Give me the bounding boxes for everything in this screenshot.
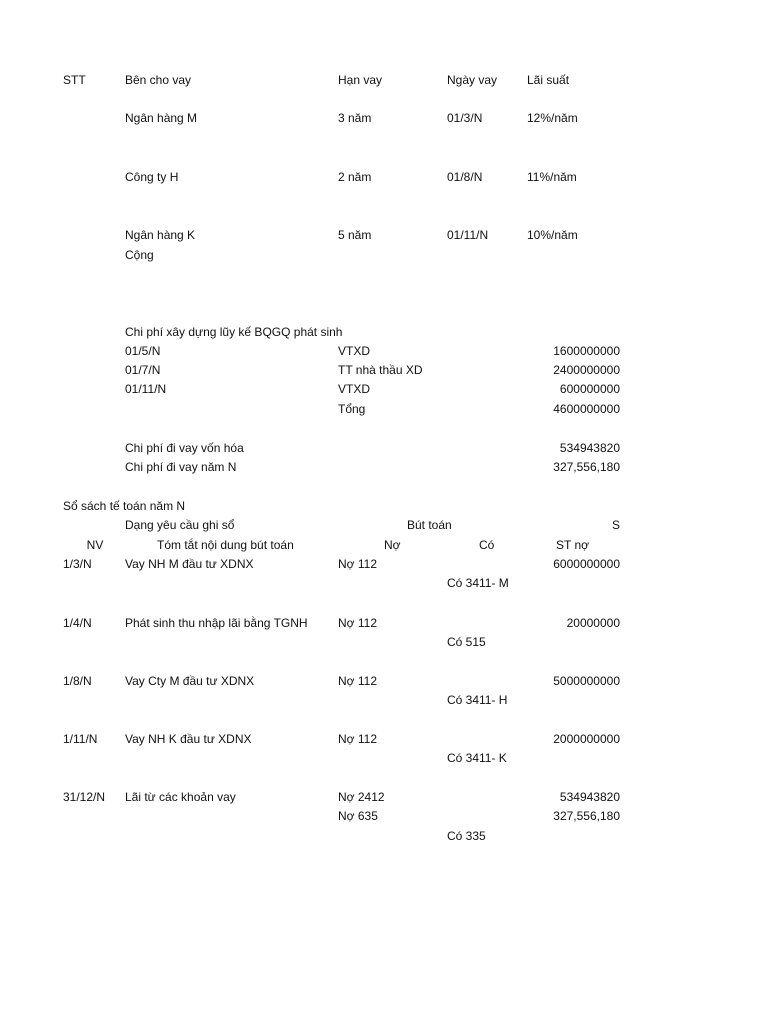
entry-credit: Có 515 xyxy=(447,635,486,649)
loan-date: 01/3/N xyxy=(447,111,483,125)
entry-amount: 5000000000 xyxy=(553,674,620,688)
construction-desc: TT nhà thầu XD xyxy=(338,363,423,377)
entry-credit: Có 3411- K xyxy=(447,751,507,765)
entry-credit: Có 3411- H xyxy=(447,693,508,707)
loan-rate: 10%/năm xyxy=(527,228,578,242)
ledger-header-summary: Tóm tắt nội dung bút toán xyxy=(157,538,294,552)
entry-debit: Nợ 112 xyxy=(338,674,377,688)
entry-date: 1/8/N xyxy=(63,674,92,688)
construction-title: Chi phí xây dựng lũy kế BQGQ phát sinh xyxy=(125,325,343,339)
entry-debit: Nợ 112 xyxy=(338,557,377,571)
entry-debit: Nợ 2412 xyxy=(338,790,385,804)
entry-date: 1/11/N xyxy=(63,732,98,746)
entry-credit: Có 335 xyxy=(447,829,486,843)
header-term: Hạn vay xyxy=(338,73,383,87)
entry-desc: Lãi từ các khoản vay xyxy=(125,790,236,804)
construction-date: 01/5/N xyxy=(125,344,161,358)
entry-amount: 20000000 xyxy=(566,616,620,630)
construction-desc: VTXD xyxy=(338,344,371,358)
entry-amount: 6000000000 xyxy=(553,557,620,571)
entry-credit: Có 3411- M xyxy=(447,576,509,590)
loan-rate: 11%/năm xyxy=(527,170,577,184)
loan-term: 2 năm xyxy=(338,170,372,184)
ledger-header-amount: ST nợ xyxy=(556,538,589,552)
construction-total-amount: 4600000000 xyxy=(553,402,620,416)
header-date: Ngày vay xyxy=(447,73,498,87)
entry-date: 1/3/N xyxy=(63,557,92,571)
entry-desc: Phát sinh thu nhập lãi bằng TGNH xyxy=(125,616,308,630)
loan-term: 5 năm xyxy=(338,228,372,242)
ledger-header-nv: NV xyxy=(86,538,104,552)
construction-amount: 2400000000 xyxy=(553,363,620,377)
entry-debit: Nợ 112 xyxy=(338,732,377,746)
loan-term: 3 năm xyxy=(338,111,372,125)
header-rate: Lãi suất xyxy=(527,73,570,87)
year-cost-label: Chi phí đi vay năm N xyxy=(125,460,237,474)
loan-lender: Ngân hàng M xyxy=(125,111,198,125)
entry-amount: 327,556,180 xyxy=(553,809,620,823)
construction-amount: 600000000 xyxy=(559,382,620,396)
construction-amount: 1600000000 xyxy=(553,344,620,358)
entry-date: 31/12/N xyxy=(63,790,106,804)
entry-debit: Nợ 635 xyxy=(338,809,378,823)
entry-desc: Vay Cty M đầu tư XDNX xyxy=(125,674,255,688)
entry-debit: Nợ 112 xyxy=(338,616,377,630)
loan-lender: Ngân hàng K xyxy=(125,228,196,242)
entry-amount: 534943820 xyxy=(559,790,620,804)
header-lender: Bên cho vay xyxy=(125,73,192,87)
capitalized-cost-amount: 534943820 xyxy=(559,441,620,455)
entry-amount: 2000000000 xyxy=(553,732,620,746)
construction-desc: VTXD xyxy=(338,382,371,396)
entry-date: 1/4/N xyxy=(63,616,92,630)
construction-total-label: Tổng xyxy=(338,402,366,416)
ledger-header-credit: Có xyxy=(479,538,495,552)
ledger-title: Sổ sách tế toán năm N xyxy=(63,499,186,513)
entry-desc: Vay NH K đầu tư XDNX xyxy=(125,732,252,746)
entry-desc: Vay NH M đầu tư XDNX xyxy=(125,557,254,571)
header-stt: STT xyxy=(63,73,86,87)
construction-date: 01/7/N xyxy=(125,363,161,377)
construction-date: 01/11/N xyxy=(125,382,167,396)
loan-total-label: Cộng xyxy=(125,248,154,262)
ledger-header-entry: Bút toán xyxy=(407,518,452,532)
loan-date: 01/11/N xyxy=(447,228,489,242)
year-cost-amount: 327,556,180 xyxy=(553,460,620,474)
ledger-header-s: S xyxy=(611,518,620,532)
ledger-header-form: Dạng yêu cầu ghi sổ xyxy=(125,518,235,532)
loan-rate: 12%/năm xyxy=(527,111,578,125)
loan-lender: Công ty H xyxy=(125,170,179,184)
loan-date: 01/8/N xyxy=(447,170,483,184)
capitalized-cost-label: Chi phí đi vay vốn hóa xyxy=(125,441,244,455)
ledger-header-debit: Nợ xyxy=(384,538,401,552)
